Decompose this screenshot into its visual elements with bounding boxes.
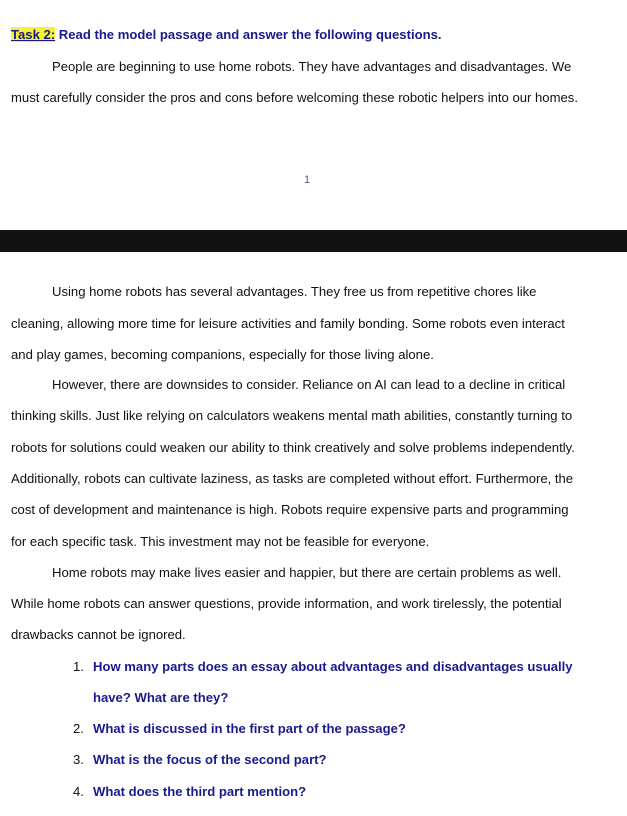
question-number: 1. [73,659,84,674]
question-text: What does the third part mention? [93,784,307,799]
body-line: Using home robots has several advantages. They free us from repetitive chores like [52,284,537,299]
question-text: What is the focus of the second part? [93,752,327,767]
task-label: Task 2: [11,27,56,42]
body-line: thinking skills. Just like relying on calculators weakens mental math abilities, constantly turning to [11,408,573,423]
intro-line: People are beginning to use home robots. They have advantages and disadvantages. We [52,59,572,74]
page-number: 1 [304,174,311,186]
question-number: 3. [73,752,84,767]
body-line: Additionally, robots can cultivate laziness, as tasks are completed without effort. Furthermore, the [11,471,574,486]
body-line: However, there are downsides to consider. Reliance on AI can lead to a decline in critical [52,377,566,392]
body-line: While home robots can answer questions, provide information, and work tirelessly, the potential [11,596,562,611]
intro-line: must carefully consider the pros and cons before welcoming these robotic helpers into our homes. [11,90,578,105]
question-text: How many parts does an essay about advantages and disadvantages usually [93,659,573,674]
body-line: robots for solutions could weaken our ability to think creatively and solve problems independently. [11,440,575,455]
body-line: cleaning, allowing more time for leisure activities and family bonding. Some robots even interact [11,316,565,331]
body-line: cost of development and maintenance is high. Robots require expensive parts and programming [11,502,569,517]
body-line: drawbacks cannot be ignored. [11,627,186,642]
page-break-bar [0,230,627,252]
task-title: Read the model passage and answer the following questions. [58,27,442,42]
question-text: have? What are they? [93,690,229,705]
body-line: and play games, becoming companions, especially for those living alone. [11,347,434,362]
task-heading [11,27,442,43]
question-number: 2. [73,721,84,736]
body-line: for each specific task. This investment may not be feasible for everyone. [11,534,430,549]
question-text: What is discussed in the first part of the passage? [93,721,406,736]
question-number: 4. [73,784,84,799]
body-line: Home robots may make lives easier and happier, but there are certain problems as well. [52,565,562,580]
